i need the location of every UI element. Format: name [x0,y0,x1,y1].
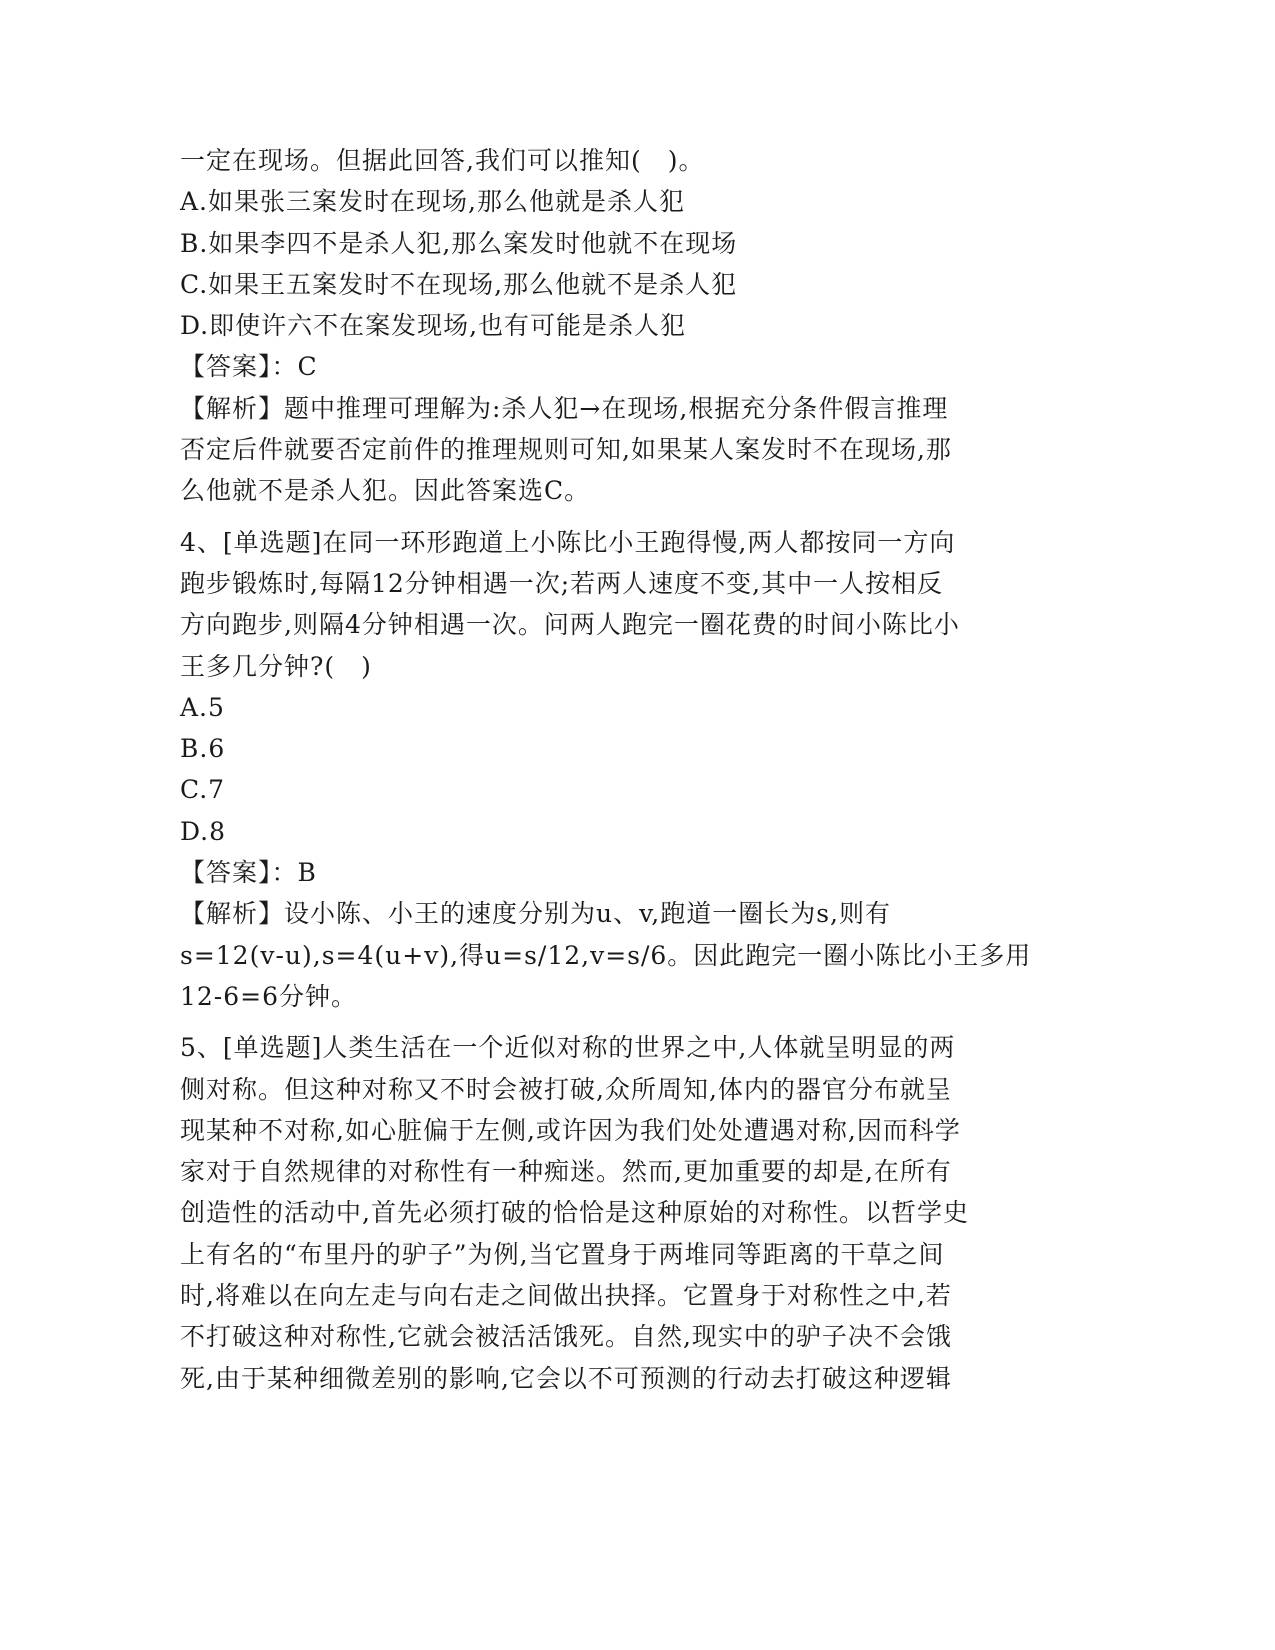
question-5-stem-line: 现某种不对称,如心脏偏于左侧,或许因为我们处处遭遇对称,因而科学 [180,1115,961,1145]
question-5-stem-line: 上有名的“布里丹的驴子”为例,当它置身于两堆同等距离的干草之间 [180,1239,945,1269]
question-4-answer: 【答案】：B [180,858,317,888]
question-4-analysis-line: s=12(v-u),s=4(u+v),得u=s/12,v=s/6。因此跑完一圈小陈比小王多用 [180,940,1032,970]
question-5-stem-line: 5、[单选题]人类生活在一个近似对称的世界之中,人体就呈明显的两 [180,1033,956,1063]
question-4-option-d: D.8 [180,816,227,846]
question-3-answer: 【答案】：C [180,352,318,382]
question-4-option-c: C.7 [180,775,226,805]
question-5-stem-line: 死,由于某种细微差别的影响,它会以不可预测的行动去打破这种逻辑 [180,1363,952,1393]
question-spacer [180,1017,1040,1027]
question-3-option-d: D.即使许六不在案发现场,也有可能是杀人犯 [180,311,687,341]
question-4-option-b: B.6 [180,734,226,764]
question-4-stem-line: 4、[单选题]在同一环形跑道上小陈比小王跑得慢,两人都按同一方向 [180,527,956,557]
question-4-option-a: A.5 [180,692,225,722]
question-3-analysis-line: 否定后件就要否定前件的推理规则可知,如果某人案发时不在现场,那 [180,435,952,465]
question-3-option-c: C.如果王五案发时不在现场,那么他就不是杀人犯 [180,269,738,299]
question-5-stem-line: 家对于自然规律的对称性有一种痴迷。然而,更加重要的却是,在所有 [180,1157,952,1187]
question-3-analysis-line: 【解析】题中推理可理解为:杀人犯→在现场,根据充分条件假言推理 [180,393,949,423]
question-5-stem-line: 创造性的活动中,首先必须打破的恰恰是这种原始的对称性。以哲学史 [180,1198,969,1228]
question-4-analysis-line: 12-6=6分钟。 [180,981,358,1011]
question-3-option-b: B.如果李四不是杀人犯,那么案发时他就不在现场 [180,228,738,258]
question-spacer [180,512,1040,522]
question-5-stem-line: 侧对称。但这种对称又不时会被打破,众所周知,体内的器官分布就呈 [180,1074,952,1104]
question-4-analysis-line: 【解析】设小陈、小王的速度分别为u、v,跑道一圈长为s,则有 [180,899,891,929]
question-3-stem-tail: 一定在现场。但据此回答,我们可以推知( )。 [180,146,705,175]
question-4-stem-line: 跑步锻炼时,每隔12分钟相遇一次;若两人速度不变,其中一人按相反 [180,568,944,598]
question-5-stem-line: 不打破这种对称性,它就会被活活饿死。自然,现实中的驴子决不会饿 [180,1322,952,1352]
document-body [180,140,1040,1399]
question-3-analysis-line: 么他就不是杀人犯。因此答案选C。 [180,476,591,506]
question-5-stem-line: 时,将难以在向左走与向右走之间做出抉择。它置身于对称性之中,若 [180,1281,952,1311]
question-4-stem-line: 王多几分钟?( ) [180,651,372,681]
question-3-option-a: A.如果张三案发时在现场,那么他就是杀人犯 [180,187,685,217]
question-4-stem-line: 方向跑步,则隔4分钟相遇一次。问两人跑完一圈花费的时间小陈比小 [180,610,960,640]
